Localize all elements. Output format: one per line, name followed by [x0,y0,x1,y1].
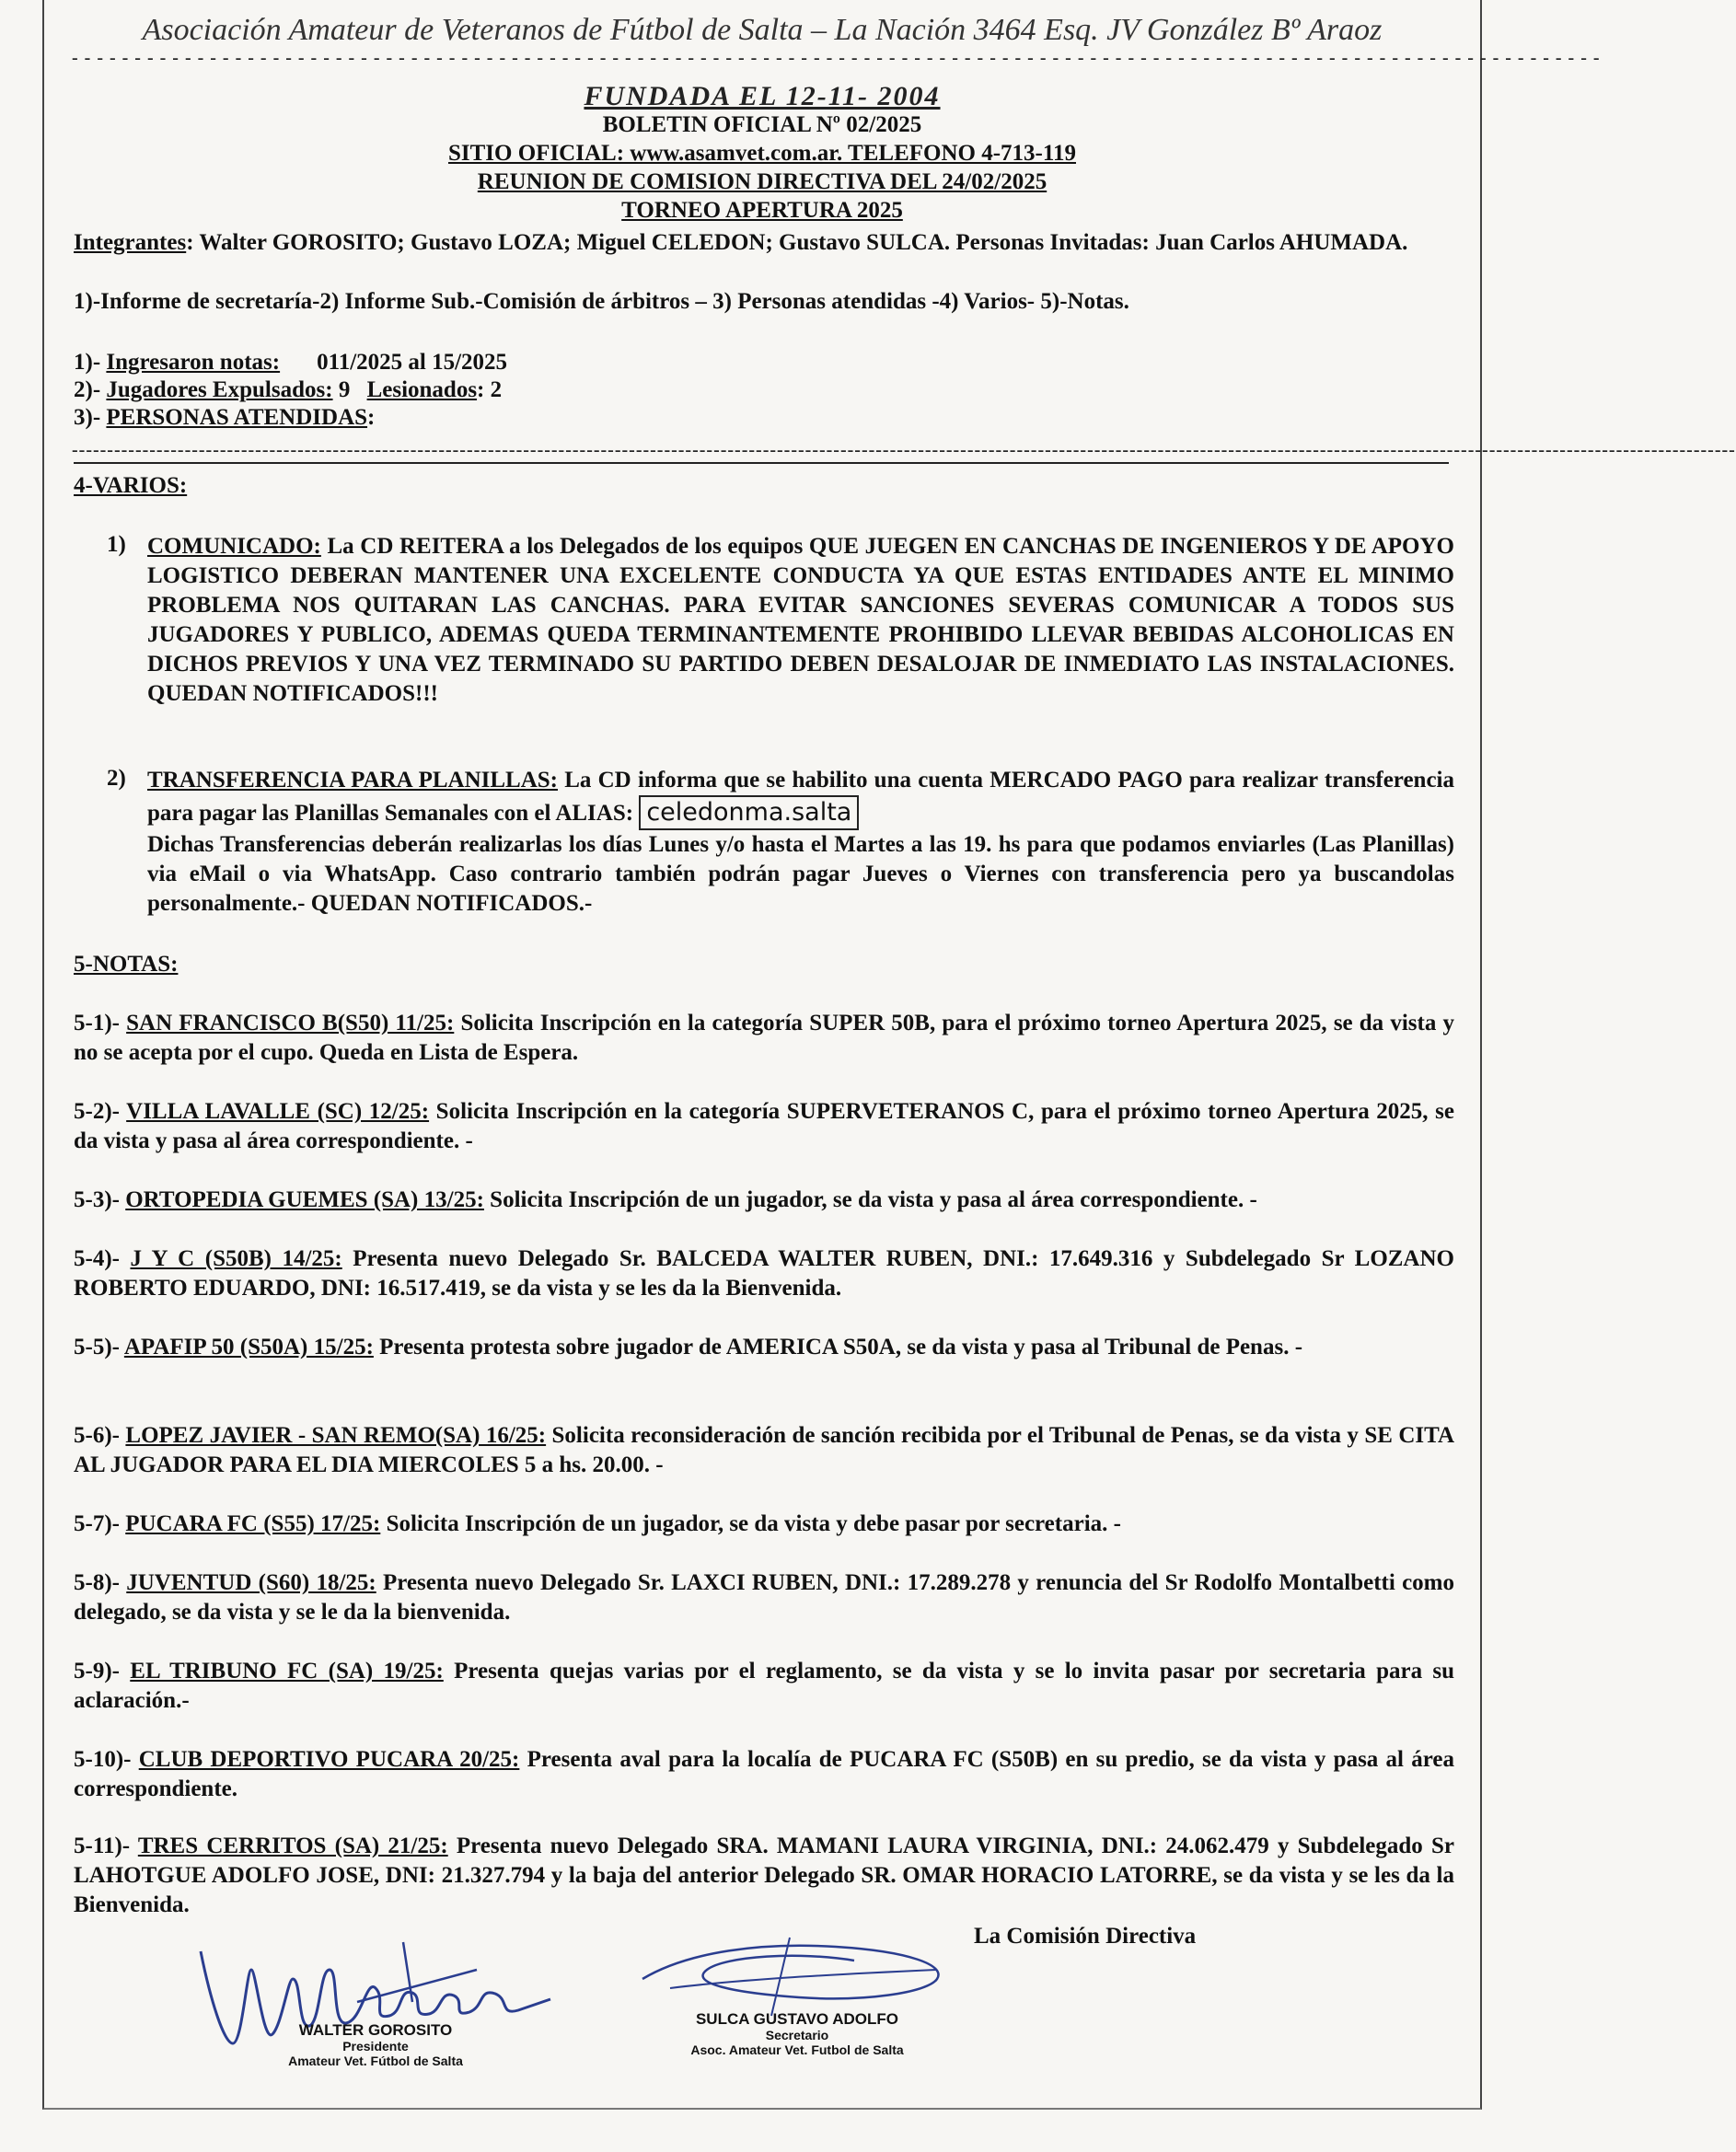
nota-text: Solicita Inscripción de un jugador, se da vista y pasa al área correspondiente. - [483,1187,1257,1212]
signature-1-org: Amateur Vet. Fútbol de Salta [288,2054,463,2068]
agenda: 1)-Informe de secretaría-2) Informe Sub.-Comisión de árbitros – 3) Personas atendidas -4) Varios- 5)-Notas. [74,289,1129,314]
nota-num: 5-5)- [74,1335,124,1359]
varios-1-title: COMUNICADO: [147,534,321,559]
summary-notes-value: 011/2025 al 15/2025 [317,350,508,375]
nota-num: 5-1)- [74,1011,127,1036]
nota-title: VILLA LAVALLE (SC) 12/25: [126,1099,430,1124]
nota-num: 5-6)- [74,1423,126,1448]
nota-text: Presenta nuevo Delegado SRA. MAMANI LAURA VIRGINIA, DNI.: 24.062.479 y Subdelegado Sr LAHOTGUE ADOLFO JOSE, DNI: 21.327.794 y la baja del anterior Delegado SR. OMAR HORACIO LATORRE, se da vista y se les da la Bienvenida. [74,1834,1454,1917]
nota-title: LOPEZ JAVIER - SAN REMO(SA) 16/25: [125,1423,547,1448]
varios-1-text [147,532,1454,709]
summary-expelled [74,376,502,405]
varios-2-body2: Dichas Transferencias deberán realizarlas los días Lunes y/o hasta el Martes a las 19. hs para que podamos enviarles (Las Planillas) via eMail o via WhatsApp. Caso contrario también podrán pagar Jueves o Viernes con transferencia pero ya buscandolas personalmente.- QUEDAN NOTIFICADOS.- [147,832,1454,916]
notas-title: 5-NOTAS: [74,952,179,977]
nota-title: EL TRIBUNO FC (SA) 19/25: [130,1659,444,1683]
nota-title: J Y C (S50B) 14/25: [130,1246,342,1271]
nota-text: Solicita Inscripción en la categoría SUPER 50B, para el próximo torneo Apertura 2025, se da vista y no se acepta por el cupo. Queda en Lista de Espera. [74,1011,1454,1065]
closing-text: La Comisión Directiva [974,1924,1197,1949]
alias-box: celedonma.salta [639,795,859,830]
nota-text: Presenta quejas varias por el reglamento, se da vista y se lo invita pasar por secretaria para su aclaración.- [74,1659,1454,1713]
nota-text: Solicita Inscripción de un jugador, se da vista y debe pasar por secretaria. - [380,1511,1121,1536]
founded-date: FUNDADA EL 12-11- 2004 [584,81,941,111]
nota-text: Presenta nuevo Delegado Sr. LAXCI RUBEN, DNI.: 17.289.278 y renuncia del Sr Rodolfo Montalbetti como delegado, se da vista y se le da la bienvenida. [74,1570,1454,1625]
nota-title: CLUB DEPORTIVO PUCARA 20/25: [138,1747,520,1772]
varios-1-body: La CD REITERA a los Delegados de los equipos QUE JUEGEN EN CANCHAS DE INGENIEROS Y DE APOYO LOGISTICO DEBERAN MANTENER UNA EXCELENTE CONDUCTA YA QUE ESTAS ENTIDADES ANTE EL MINIMO PROBLEMA NOS QUITARAN LAS CANCHAS. PARA EVITAR SANCIONES SEVERAS COMUNICAR A TODOS SUS JUGADORES Y PUBLICO, ADEMAS QUEDA TERMINANTEMENTE PROHIBIDO LLEVAR BEBIDAS ALCOHOLICAS EN DICHOS PREVIOS Y UNA VEZ TERMINADO SU PARTIDO DEBEN DESALOJAR DE INMEDIATO LAS INSTALACIONES. QUEDAN NOTIFICADOS!!! [147,534,1454,706]
summary-expelled-prefix: 2)- [74,377,101,402]
nota-5-9 [74,1657,1454,1716]
nota-num: 5-8)- [74,1570,127,1595]
nota-num: 5-2)- [74,1099,127,1124]
varios-2-number: 2) [107,766,126,791]
nota-5-11 [74,1832,1454,1920]
summary-expelled-label: Jugadores Expulsados: [106,377,333,402]
summary-notes-prefix: 1)- [74,350,101,375]
summary-attended [74,403,375,433]
members-label: Integrantes [74,230,187,255]
varios-title: 4-VARIOS: [74,473,188,498]
summary-attended-suffix: : [367,405,376,430]
members-paragraph [74,228,1454,258]
nota-5-7 [74,1510,1454,1539]
meeting-title: REUNION DE COMISION DIRECTIVA DEL 24/02/2025 [477,169,1047,194]
summary-injured-label: Lesionados [366,377,478,402]
nota-text: Presenta aval para la localía de PUCARA FC (S50B) en su predio, se da vista y pasa al área correspondiente. [74,1747,1454,1801]
nota-num: 5-3)- [74,1187,126,1212]
summary-attended-label: PERSONAS ATENDIDAS [106,405,368,430]
nota-text: Solicita reconsideración de sanción recibida por el Tribunal de Penas, se da vista y SE CITA AL JUGADOR PARA EL DIA MIERCOLES 5 a hs. 20.00. - [74,1423,1454,1477]
varios-2-text [147,766,1454,919]
nota-title: ORTOPEDIA GUEMES (SA) 13/25: [125,1187,484,1212]
association-header: Asociación Amateur de Veteranos de Fútbol de Salta – La Nación 3464 Esq. JV González Bº Araoz [142,13,1383,47]
nota-5-4 [74,1244,1454,1303]
nota-5-2 [74,1097,1454,1156]
bulletin-number: BOLETIN OFICIAL Nº 02/2025 [602,112,922,137]
nota-5-10 [74,1745,1454,1804]
bulletin-page [42,0,1736,2110]
signature-2-name: SULCA GUSTAVO ADOLFO [695,2010,899,2028]
varios-1-number: 1) [107,532,126,557]
nota-title: APAFIP 50 (S50A) 15/25: [123,1335,374,1359]
nota-text: Presenta protesta sobre jugador de AMERICA S50A, se da vista y pasa al Tribunal de Penas. - [373,1335,1303,1359]
summary-attended-prefix: 3)- [74,405,101,430]
nota-title: TRES CERRITOS (SA) 21/25: [137,1834,448,1858]
nota-5-1 [74,1009,1454,1068]
signature-1-role: Presidente [342,2039,409,2054]
divider-dashes: - - - - - - - - - - - - - - - - - - - - - - - - - - - - - - - - - - - - - - - - - - - - - - - - - - - - - - - - - - - - - - - - - - - - - - - - - - - - - - - - - - - - - - - - - - - - - - - - - - - - - - - - - - - - - - - - - - - - - - - - - - [72,48,1601,68]
summary-injured-value: : 2 [477,377,503,402]
signature-2-role: Secretario [765,2028,829,2042]
nota-title: JUVENTUD (S60) 18/25: [126,1570,376,1595]
signature-1-name: WALTER GOROSITO [298,2021,453,2039]
nota-title: PUCARA FC (S55) 17/25: [125,1511,381,1536]
signature-block-1 [274,2021,477,2068]
summary-notes [74,348,507,377]
summary-expelled-value: 9 [338,377,351,402]
nota-num: 5-4)- [74,1246,131,1271]
nota-num: 5-10)- [74,1747,139,1772]
nota-5-8 [74,1568,1454,1627]
signature-2-org: Asoc. Amateur Vet. Futbol de Salta [690,2042,904,2057]
nota-num: 5-9)- [74,1659,131,1683]
nota-text: Presenta nuevo Delegado Sr. BALCEDA WALTER RUBEN, DNI.: 17.649.316 y Subdelegado Sr LOZANO ROBERTO EDUARDO, DNI: 16.517.419, se da vista y se les da la Bienvenida. [74,1246,1454,1301]
signature-block-2 [659,2010,935,2057]
tournament-title: TORNEO APERTURA 2025 [621,198,903,223]
varios-2-title: TRANSFERENCIA PARA PLANILLAS: [147,768,558,793]
varios-2-body: La CD informa que se habilito una cuenta MERCADO PAGO para realizar transferencia para pagar las Planillas Semanales con el ALIAS: [147,768,1454,826]
nota-num: 5-11)- [74,1834,138,1858]
divider-line [74,462,1449,464]
nota-5-3 [74,1186,1454,1215]
nota-title: SAN FRANCISCO B(S50) 11/25: [126,1011,455,1036]
nota-num: 5-7)- [74,1511,126,1536]
summary-notes-label: Ingresaron notas: [106,350,281,375]
nota-text: Solicita Inscripción en la categoría SUPERVETERANOS C, para el próximo torneo Apertura 2025, se da vista y pasa al área correspondiente. - [74,1099,1454,1153]
members-text: : Walter GOROSITO; Gustavo LOZA; Miguel CELEDON; Gustavo SULCA. Personas Invitadas: Juan Carlos AHUMADA. [186,230,1408,255]
double-divider-dashes: -------------------------------------------------------------------------------------------------------------------------------------------------------------------------------------------------------------------------------------------- [72,440,1736,460]
nota-5-5 [74,1333,1454,1362]
official-site: SITIO OFICIAL: www.asamvet.com.ar. TELEFONO 4-713-119 [448,141,1076,166]
nota-5-6 [74,1421,1454,1480]
